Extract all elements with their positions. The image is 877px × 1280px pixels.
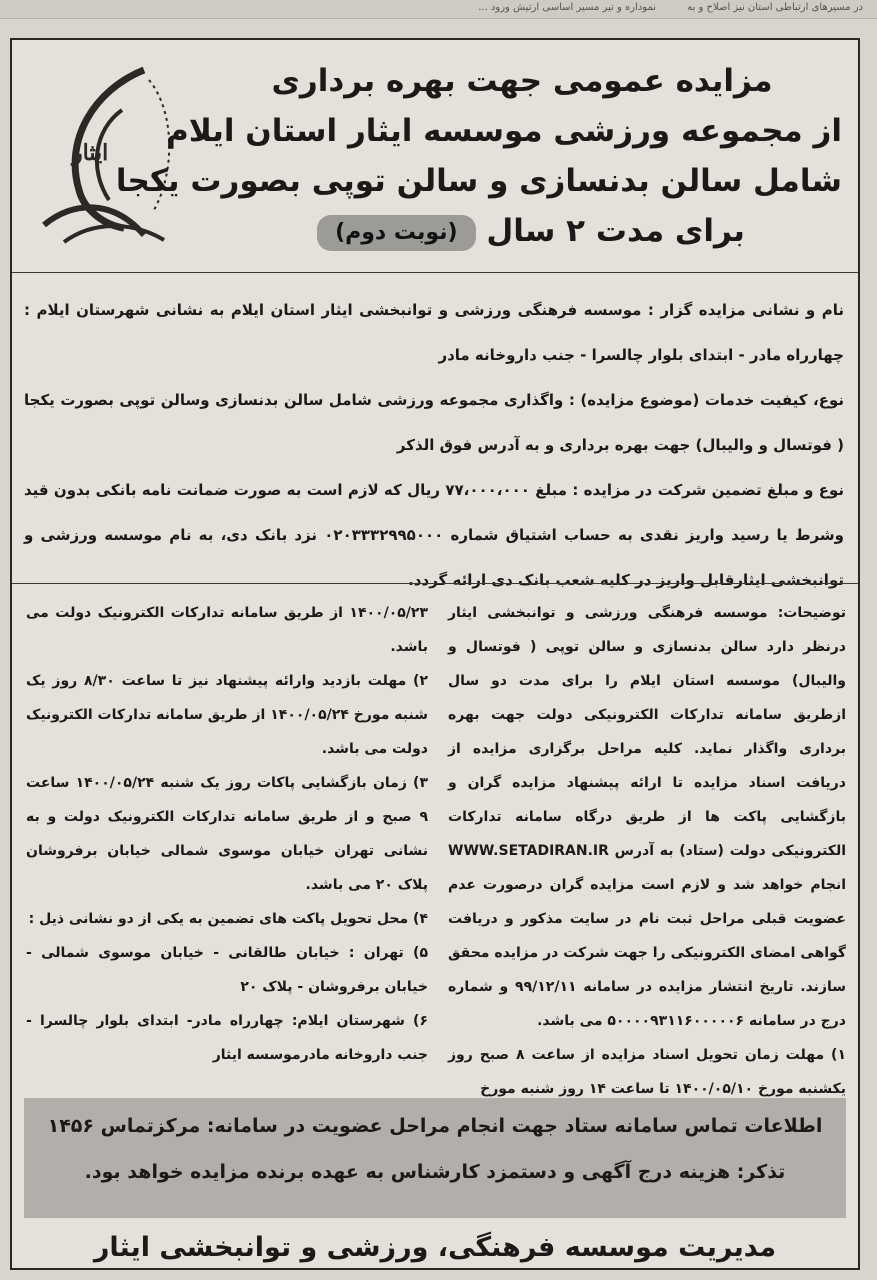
notes-column-left — [26, 596, 428, 1072]
notes-item-3: ۳) زمان بازگشایی پاکات روز یک شنبه ۱۴۰۰/۰۵/۲۴ ساعت ۹ صبح و از طریق سامانه تدارکات الکترونیک دولت و به نشانی تهران خیابان موسوی شمالی خیابان برفروشان پلاک ۲۰ می باشد. — [26, 775, 428, 893]
cost-note-line: تذکر: هزینه درج آگهی و دستمزد کارشناس به عهده برنده مزایده خواهد بود. — [84, 1161, 786, 1183]
title-line-2: از مجموعه ورزشی موسسه ایثار استان ایلام — [165, 113, 842, 149]
notes-item-1: ۱) مهلت زمان تحویل اسناد مزایده از ساعت ۸ صبح روز یکشنبه مورخ ۱۴۰۰/۰۵/۱۰ تا ساعت ۱۴ روز شنبه مورخ — [448, 1047, 847, 1097]
divider-top — [12, 272, 858, 273]
notes-item-4: ۴) محل تحویل پاکت های تضمین به یکی از دو نشانی ذیل : — [28, 911, 428, 927]
strip-text-right: در مسیرهای ارتباطی استان نیز اصلاح و به — [687, 2, 863, 13]
title-line-3: شامل سالن بدنسازی و سالن توپی بصورت یکجا — [115, 163, 842, 199]
title-line-1: مزایده عمومی جهت بهره برداری — [271, 63, 773, 99]
title-block — [115, 56, 842, 256]
notes-item-2: ۲) مهلت بازدید وارائه پیشنهاد نیز تا ساعت ۸/۳۰ روز یک شنبه مورخ ۱۴۰۰/۰۵/۲۴ از طریق سامانه تدارکات الکترونیک دولت می باشد. — [26, 673, 428, 757]
signature-footer: مدیریت موسسه فرهنگی، ورزشی و توانبخشی ایثار — [93, 1232, 777, 1263]
logo-wordmark: ایثار — [72, 140, 109, 166]
contact-line: اطلاعات تماس سامانه ستاد جهت انجام مراحل عضویت در سامانه: مرکزتماس ۱۴۵۶ — [47, 1115, 823, 1137]
title-line-4: برای مدت ۲ سال — [486, 213, 745, 249]
notes-item-6: ۶) شهرستان ایلام: چهارراه مادر- ابتدای بلوار چالسرا - جنب داروخانه مادرموسسه ایثار — [26, 1013, 428, 1063]
notes-column-right — [448, 596, 846, 1106]
notes-item-5: ۵) تهران : خیابان طالقانی - خیابان موسوی شمالی - خیابان برفروشان - پلاک ۲۰ — [26, 945, 428, 995]
title-line-4-row — [202, 206, 842, 256]
strip-text-left: نموداره و تیر مسیر اساسی ارتیش ورود ... — [478, 2, 657, 13]
advertisement-frame — [10, 38, 860, 1270]
round-badge: (نوبت دوم) — [317, 215, 475, 251]
contact-box — [24, 1098, 846, 1218]
notes-item-1-cont: ۱۴۰۰/۰۵/۲۳ از طریق سامانه تدارکات الکترونیک دولت می باشد. — [26, 605, 428, 655]
previous-page-strip — [0, 0, 877, 19]
auctioneer-paragraph: نام و نشانی مزایده گزار : موسسه فرهنگی ورزشی و توانبخشی ایثار استان ایلام به نشانی شهرستان ایلام : چهارراه مادر - ابتدای بلوار چالسرا - جنب داروخانه مادر — [24, 301, 844, 364]
divider-middle — [12, 583, 858, 584]
service-paragraph: نوع، کیفیت خدمات (موضوع مزایده) : واگذاری مجموعه ورزشی شامل سالن بدنسازی وسالن توپی بصورت یکجا ( فوتسال و والیبال) جهت بهره برداری و به آدرس فوق الذکر — [24, 391, 844, 454]
guarantee-paragraph: نوع و مبلغ تضمین شرکت در مزایده : مبلغ ۷۷،۰۰۰،۰۰۰ ریال که لازم است به صورت ضمانت نامه بانکی بدون قید وشرط یا رسید واریز نقدی به حساب اشتیاق شماره ۰۲۰۳۳۳۲۹۹۵۰۰۰ نزد بانک دی، به نام موسسه ورزشی و توانبخشی ایثارقابل واریز در کلیه شعب بانک دی ارائه گردد. — [24, 481, 844, 589]
intro-section — [24, 288, 844, 603]
notes-paragraph: توضیحات: موسسه فرهنگی ورزشی و توانبخشی ایثار درنظر دارد سالن بدنسازی و سالن توپی ( فوتسال و والیبال) موسسه استان ایلام را برای مدت دو سال ازطریق سامانه تدارکات الکترونیکی دولت جهت بهره برداری واگذار نماید. کلیه مراحل برگزاری مزایده از دریافت اسناد مزایده تا ارائه پیشنهاد مزایده گران و بازگشایی پاکت ها از طریق درگاه سامانه تدارکات الکترونیکی دولت (ستاد) به آدرس WWW.SETADIRAN.IR انجام خواهد شد و لازم است مزایده گران درصورت عدم عضویت قبلی مراحل ثبت نام در سایت مذکور و دریافت گواهی امضای الکترونیکی را جهت شرکت در مزایده محقق سازند. تاریخ انتشار مزایده در سامانه ۹۹/۱۲/۱۱ و شماره درج در سامانه ۵۰۰۰۰۹۳۱۱۶۰۰۰۰۰۶ می باشد. — [448, 605, 847, 1029]
